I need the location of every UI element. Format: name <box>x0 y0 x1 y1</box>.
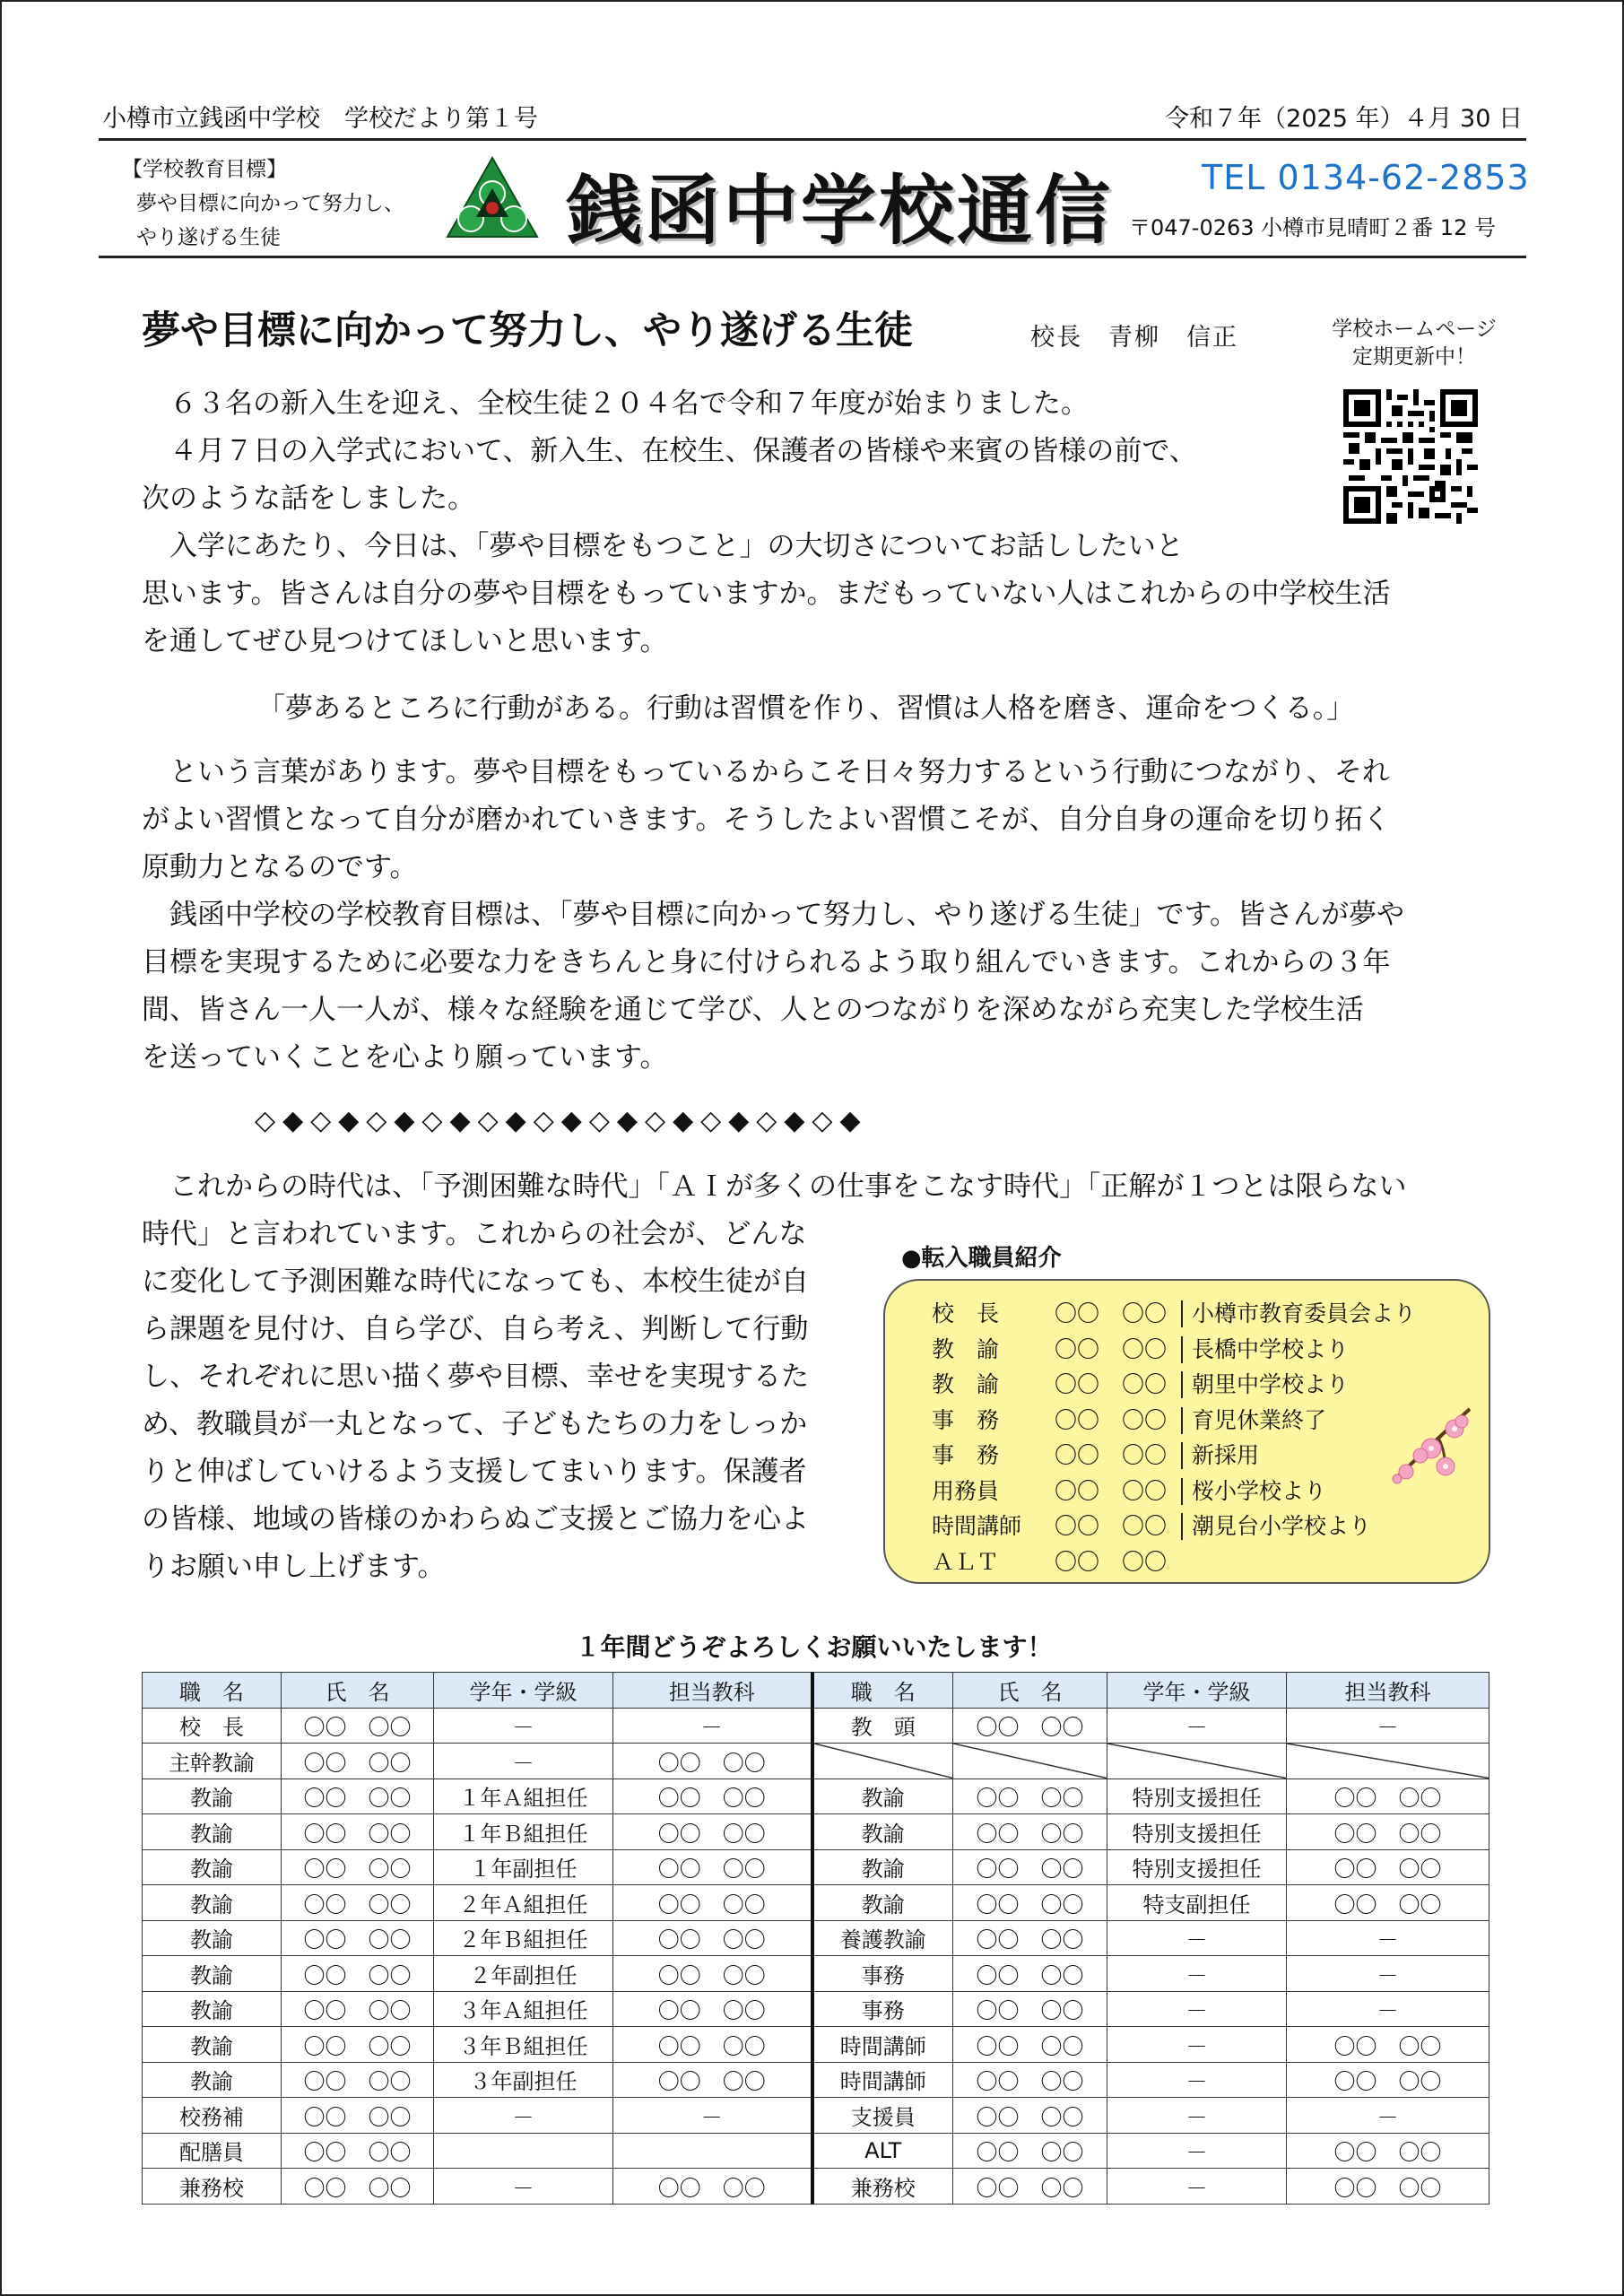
staff-table-cell: 教諭 <box>143 1779 282 1814</box>
staff-table-cell: 〇〇 〇〇 <box>282 1849 434 1885</box>
staff-table-cell: 〇〇 〇〇 <box>953 1885 1107 1921</box>
staff-table-header-cell: 学年・学級 <box>1107 1673 1287 1709</box>
staff-table-cell: 教諭 <box>143 1920 282 1956</box>
staff-table-row <box>143 2027 1489 2063</box>
new-staff-origin: 小樽市教育委員会より <box>1192 1300 1417 1326</box>
staff-table-cell: － <box>434 2098 613 2134</box>
staff-table-cell: － <box>1287 1920 1489 1956</box>
staff-table-cell: 教諭 <box>143 1885 282 1921</box>
staff-table-cell: 教諭 <box>812 1849 953 1885</box>
new-staff-name: 〇〇 〇〇 <box>1055 1406 1168 1433</box>
staff-table-cell: 〇〇 〇〇 <box>1287 2062 1489 2098</box>
school-phone: TEL 0134-62-2853 <box>1202 158 1530 197</box>
paragraph-6-line-8: の皆様、地域の皆様のかわらぬご支援とご協力を心よ <box>142 1503 809 1535</box>
header-top-rule <box>99 138 1526 141</box>
paragraph-5-line-3: 間、皆さん一人一人が、様々な経験を通じて学び、人とのつながりを深めながら充実した学校生活 <box>142 994 1364 1026</box>
staff-table-cell: － <box>1287 1991 1489 2027</box>
staff-table-cell: 〇〇 〇〇 <box>1287 1885 1489 1921</box>
paragraph-6-line-2: 時代」と言われています。これからの社会が、どんな <box>142 1218 807 1250</box>
staff-table-cell: － <box>1107 2062 1287 2098</box>
goal-line-2: やり遂げる生徒 <box>136 226 281 249</box>
staff-table-cell: 〇〇 〇〇 <box>953 1849 1107 1885</box>
staff-table-row <box>143 1991 1489 2027</box>
new-staff-name: 〇〇 〇〇 <box>1055 1477 1168 1504</box>
staff-table-row <box>143 2062 1489 2098</box>
new-staff-origin: 朝里中学校より <box>1192 1371 1350 1397</box>
staff-table-cell: 〇〇 〇〇 <box>953 1814 1107 1850</box>
new-staff-name: 〇〇 〇〇 <box>1055 1300 1168 1326</box>
new-staff-role: 用務員 <box>932 1477 1000 1504</box>
staff-table-cell: 〇〇 〇〇 <box>613 2062 812 2098</box>
staff-table-cell: 〇〇 〇〇 <box>953 1779 1107 1814</box>
staff-table-caption: １年間どうぞよろしくお願いいたします！ <box>575 1632 1053 1662</box>
staff-table-cell: ２年Ａ組担任 <box>434 1885 613 1921</box>
staff-table-cell: 〇〇 〇〇 <box>282 2169 434 2205</box>
paragraph-2-line-1: ４月７日の入学式において、新入生、在校生、保護者の皆様や来賓の皆様の前で、 <box>142 435 1197 467</box>
staff-table-row <box>143 1849 1489 1885</box>
staff-table-cell: 〇〇 〇〇 <box>613 2169 812 2205</box>
paragraph-4-line-2: がよい習慣となって自分が磨かれていきます。そうしたよい習慣こそが、自分自身の運命を切り拓く <box>142 804 1391 836</box>
staff-table-empty-cell <box>1107 1744 1287 1779</box>
staff-table-cell: 特支副担任 <box>1107 1885 1287 1921</box>
goal-line-1: 夢や目標に向かって努力し、 <box>136 192 404 215</box>
staff-table-cell: 〇〇 〇〇 <box>282 1814 434 1850</box>
new-staff-name: 〇〇 〇〇 <box>1055 1335 1168 1362</box>
staff-table-cell: － <box>1287 1708 1489 1744</box>
staff-table-cell: 〇〇 〇〇 <box>613 1779 812 1814</box>
paragraph-6-line-4: ら課題を見付け、自ら学び、自ら考え、判断して行動 <box>142 1313 809 1345</box>
staff-table-empty-cell <box>1287 1744 1489 1779</box>
staff-table-cell: 〇〇 〇〇 <box>282 1956 434 1992</box>
new-staff-separator <box>1181 1371 1183 1398</box>
staff-table-cell: 〇〇 〇〇 <box>282 2098 434 2134</box>
staff-table-cell: 教諭 <box>143 1956 282 1992</box>
staff-table-row <box>143 1744 1489 1779</box>
paragraph-3-line-2: 思います。皆さんは自分の夢や目標をもっていますか。まだもっていない人はこれからの中学校生活 <box>142 578 1391 610</box>
staff-table-cell: 〇〇 〇〇 <box>282 2133 434 2169</box>
staff-table-cell: － <box>1107 1991 1287 2027</box>
staff-table-cell: 〇〇 〇〇 <box>282 1708 434 1744</box>
staff-table-cell: 〇〇 〇〇 <box>613 1885 812 1921</box>
staff-table-row <box>143 2133 1489 2169</box>
staff-table-cell: 特別支援担任 <box>1107 1814 1287 1850</box>
staff-table-row <box>143 1885 1489 1921</box>
staff-table-cell: － <box>1107 2133 1287 2169</box>
staff-table-cell: 〇〇 〇〇 <box>953 1708 1107 1744</box>
quote: 「夢あるところに行動がある。行動は習慣を作り、習慣は人格を磨き、運命をつくる。」 <box>257 692 1355 725</box>
staff-table-cell: ３年Ａ組担任 <box>434 1991 613 2027</box>
staff-table-cell: １年副担任 <box>434 1849 613 1885</box>
staff-table-cell: － <box>434 1744 613 1779</box>
staff-table-cell: 〇〇 〇〇 <box>953 2169 1107 2205</box>
staff-table-cell: 時間講師 <box>812 2062 953 2098</box>
staff-table-cell: ２年副担任 <box>434 1956 613 1992</box>
staff-table-cell: － <box>434 2169 613 2205</box>
new-staff-separator <box>1181 1513 1183 1540</box>
new-staff-box <box>883 1279 1490 1584</box>
goal-title: 【学校教育目標】 <box>122 158 287 181</box>
staff-table-cell: 〇〇 〇〇 <box>1287 1849 1489 1885</box>
staff-table-cell <box>434 2133 613 2169</box>
new-staff-origin: 潮見台小学校より <box>1192 1513 1372 1539</box>
staff-table-cell: － <box>1107 2027 1287 2063</box>
staff-table-header-cell: 学年・学級 <box>434 1673 613 1709</box>
staff-table-cell: 〇〇 〇〇 <box>1287 1779 1489 1814</box>
staff-table-cell: 〇〇 〇〇 <box>613 1920 812 1956</box>
new-staff-role: 教 諭 <box>932 1335 1000 1362</box>
new-staff-origin: 新採用 <box>1192 1442 1260 1468</box>
paragraph-6-line-7: りと伸ばしていけるよう支援してまいります。保護者 <box>142 1456 807 1488</box>
staff-table-cell: － <box>1107 2169 1287 2205</box>
new-staff-name: 〇〇 〇〇 <box>1055 1442 1168 1468</box>
paragraph-6-line-3: に変化して予測困難な時代になっても、本校生徒が自 <box>142 1265 809 1298</box>
staff-table-cell: 教諭 <box>143 1849 282 1885</box>
new-staff-role: 時間講師 <box>932 1513 1022 1539</box>
staff-table-empty-cell <box>953 1744 1107 1779</box>
staff-table-cell: 〇〇 〇〇 <box>953 1991 1107 2027</box>
staff-table-cell: 〇〇 〇〇 <box>953 2062 1107 2098</box>
staff-table-row <box>143 1956 1489 1992</box>
school-address: 〒047-0263 小樽市見晴町２番 12 号 <box>1129 215 1496 240</box>
new-staff-separator <box>1181 1442 1183 1469</box>
article-headline: 夢や目標に向かって努力し、やり遂げる生徒 <box>142 309 913 353</box>
staff-table-cell: 〇〇 〇〇 <box>282 1991 434 2027</box>
staff-table-row <box>143 2098 1489 2134</box>
staff-table-cell: 〇〇 〇〇 <box>282 1779 434 1814</box>
staff-table-cell: － <box>1107 1708 1287 1744</box>
staff-table-cell: １年Ｂ組担任 <box>434 1814 613 1850</box>
staff-table-cell: 〇〇 〇〇 <box>953 2133 1107 2169</box>
staff-table-cell: 教諭 <box>143 2027 282 2063</box>
staff-table-cell: 養護教諭 <box>812 1920 953 1956</box>
paragraph-5-line-2: 目標を実現するために必要な力をきちんと身に付けられるよう取り組んでいきます。これからの３年 <box>142 946 1391 978</box>
staff-table-row <box>143 1920 1489 1956</box>
new-staff-role: 校 長 <box>932 1300 1000 1326</box>
staff-table-header-cell: 職 名 <box>143 1673 282 1709</box>
staff-table-cell: 教諭 <box>812 1885 953 1921</box>
staff-table-cell: 特別支援担任 <box>1107 1849 1287 1885</box>
staff-table-cell: 教諭 <box>143 2062 282 2098</box>
staff-table-cell: － <box>1287 1956 1489 1992</box>
staff-table-cell: 事務 <box>812 1956 953 1992</box>
issue-label: 小樽市立銭函中学校 学校だより第１号 <box>102 105 538 133</box>
staff-table-cell: 〇〇 〇〇 <box>613 1849 812 1885</box>
staff-table-cell: 〇〇 〇〇 <box>282 2027 434 2063</box>
issue-date: 令和７年（2025 年）４月 30 日 <box>1165 105 1523 133</box>
staff-table-cell: 校 長 <box>143 1708 282 1744</box>
staff-table-cell: 〇〇 〇〇 <box>1287 2169 1489 2205</box>
new-staff-origin: 長橋中学校より <box>1192 1335 1350 1362</box>
staff-table-row <box>143 1814 1489 1850</box>
staff-table-row <box>143 1708 1489 1744</box>
staff-table-cell: 〇〇 〇〇 <box>1287 2027 1489 2063</box>
new-staff-separator <box>1181 1336 1183 1363</box>
new-staff-origin: 育児休業終了 <box>1192 1406 1327 1433</box>
staff-table-cell: 校務補 <box>143 2098 282 2134</box>
staff-table-cell: 〇〇 〇〇 <box>613 1814 812 1850</box>
paragraph-4-line-3: 原動力となるのです。 <box>142 851 418 883</box>
staff-table-cell: 特別支援担任 <box>1107 1779 1287 1814</box>
paragraph-4-line-1: という言葉があります。夢や目標をもっているからこそ日々努力するという行動につながり、それ <box>142 756 1390 788</box>
staff-table-cell: － <box>434 1708 613 1744</box>
homepage-note <box>1302 316 1526 371</box>
staff-table-cell: ３年副担任 <box>434 2062 613 2098</box>
staff-table-cell: ２年Ｂ組担任 <box>434 1920 613 1956</box>
staff-table-cell: 主幹教諭 <box>143 1744 282 1779</box>
new-staff-origin: 桜小学校より <box>1192 1477 1327 1504</box>
paragraph-6-line-9: りお願い申し上げます。 <box>142 1551 446 1583</box>
staff-table-cell: 〇〇 〇〇 <box>613 1991 812 2027</box>
staff-table-cell: 教 頭 <box>812 1708 953 1744</box>
paragraph-3-line-3: を通してぜひ見つけてほしいと思います。 <box>142 625 668 657</box>
staff-table-cell: 時間講師 <box>812 2027 953 2063</box>
staff-table-cell: 〇〇 〇〇 <box>613 1744 812 1779</box>
article-author: 校長 青柳 信正 <box>1030 324 1238 352</box>
staff-table-cell: ALT <box>812 2133 953 2169</box>
staff-table-cell: 〇〇 〇〇 <box>282 1885 434 1921</box>
staff-table-header-cell: 担当教科 <box>1287 1673 1489 1709</box>
new-staff-separator <box>1181 1478 1183 1505</box>
cherry-blossom-icon <box>1376 1402 1474 1492</box>
paragraph-3-line-1: 入学にあたり、今日は、「夢や目標をもつこと」の大切さについてお話ししたいと <box>142 530 1184 562</box>
staff-table-header-cell: 職 名 <box>812 1673 953 1709</box>
homepage-note-line-2: 定期更新中！ <box>1352 345 1476 369</box>
new-staff-heading: ●転入職員紹介 <box>901 1245 1062 1272</box>
staff-table-cell: 〇〇 〇〇 <box>953 1920 1107 1956</box>
paragraph-6-line-6: め、教職員が一丸となって、子どもたちの力をしっか <box>142 1408 808 1440</box>
staff-table-cell: 〇〇 〇〇 <box>613 2027 812 2063</box>
new-staff-role: 事 務 <box>932 1406 1000 1433</box>
new-staff-name: 〇〇 〇〇 <box>1055 1548 1168 1575</box>
staff-table-cell: － <box>1107 1920 1287 1956</box>
staff-table-cell: 教諭 <box>143 1991 282 2027</box>
header-bottom-rule <box>99 256 1526 258</box>
staff-table-cell: １年Ａ組担任 <box>434 1779 613 1814</box>
staff-table-cell: 教諭 <box>143 1814 282 1850</box>
staff-table <box>142 1672 1489 2205</box>
staff-table-header-cell: 氏 名 <box>953 1673 1107 1709</box>
staff-table-cell: ３年Ｂ組担任 <box>434 2027 613 2063</box>
qr-code-icon[interactable] <box>1343 389 1478 524</box>
staff-table-cell: 教諭 <box>812 1779 953 1814</box>
staff-table-cell: 〇〇 〇〇 <box>282 1920 434 1956</box>
new-staff-role: 教 諭 <box>932 1371 1000 1397</box>
homepage-note-line-1: 学校ホームページ <box>1332 317 1497 341</box>
staff-table-row <box>143 1779 1489 1814</box>
staff-table-cell: － <box>1107 1956 1287 1992</box>
staff-table-cell: 兼務校 <box>812 2169 953 2205</box>
new-staff-role: 事 務 <box>932 1442 1000 1468</box>
staff-table-cell: 〇〇 〇〇 <box>953 2098 1107 2134</box>
paragraph-1: ６３名の新入生を迎え、全校生徒２０４名で令和７年度が始まりました。 <box>142 387 1089 420</box>
new-staff-name: 〇〇 〇〇 <box>1055 1371 1168 1397</box>
staff-table-cell: 〇〇 〇〇 <box>1287 2133 1489 2169</box>
paragraph-6-line-1: これからの時代は、「予測困難な時代」「ＡＩが多くの仕事をこなす時代」「正解が１つとは限らない <box>142 1170 1407 1203</box>
staff-table-cell: － <box>613 1708 812 1744</box>
staff-table-cell: － <box>1107 2098 1287 2134</box>
school-goal-box <box>122 152 404 255</box>
school-emblem-icon <box>444 156 541 242</box>
staff-table-cell: 〇〇 〇〇 <box>1287 1814 1489 1850</box>
paragraph-5-line-1: 銭函中学校の学校教育目標は、「夢や目標に向かって努力し、やり遂げる生徒」です。皆さんが夢や <box>142 899 1405 931</box>
paragraph-2-line-2: 次のような話をしました。 <box>142 483 475 515</box>
staff-table-cell: 〇〇 〇〇 <box>953 1956 1107 1992</box>
staff-table-cell: 〇〇 〇〇 <box>282 2062 434 2098</box>
paragraph-5-line-4: を送っていくことを心より願っています。 <box>142 1041 668 1074</box>
staff-table-cell: 事務 <box>812 1991 953 2027</box>
new-staff-separator <box>1181 1407 1183 1434</box>
staff-table-cell: － <box>613 2098 812 2134</box>
staff-table-cell: 〇〇 〇〇 <box>953 2027 1107 2063</box>
staff-table-header-cell: 担当教科 <box>613 1673 812 1709</box>
staff-table-cell: 〇〇 〇〇 <box>613 1956 812 1992</box>
staff-table-cell <box>613 2133 812 2169</box>
new-staff-separator <box>1181 1300 1183 1327</box>
staff-table-empty-cell <box>812 1744 953 1779</box>
masthead-title: 銭函中学校通信 <box>567 167 1114 255</box>
staff-table-cell: － <box>1287 2098 1489 2134</box>
staff-table-header-cell: 氏 名 <box>282 1673 434 1709</box>
staff-table-cell: 教諭 <box>812 1814 953 1850</box>
paragraph-6-line-5: し、それぞれに思い描く夢や目標、幸せを実現するた <box>142 1361 809 1393</box>
new-staff-name: 〇〇 〇〇 <box>1055 1513 1168 1539</box>
diamond-divider: ◇◆◇◆◇◆◇◆◇◆◇◆◇◆◇◆◇◆◇◆◇◆ <box>255 1105 868 1136</box>
staff-table-cell: 〇〇 〇〇 <box>282 1744 434 1779</box>
new-staff-role: ＡＬＴ <box>932 1548 1000 1575</box>
staff-table-header-row <box>143 1673 1489 1709</box>
staff-table-cell: 兼務校 <box>143 2169 282 2205</box>
staff-table-cell: 支援員 <box>812 2098 953 2134</box>
staff-table-cell: 配膳員 <box>143 2133 282 2169</box>
staff-table-row <box>143 2169 1489 2205</box>
